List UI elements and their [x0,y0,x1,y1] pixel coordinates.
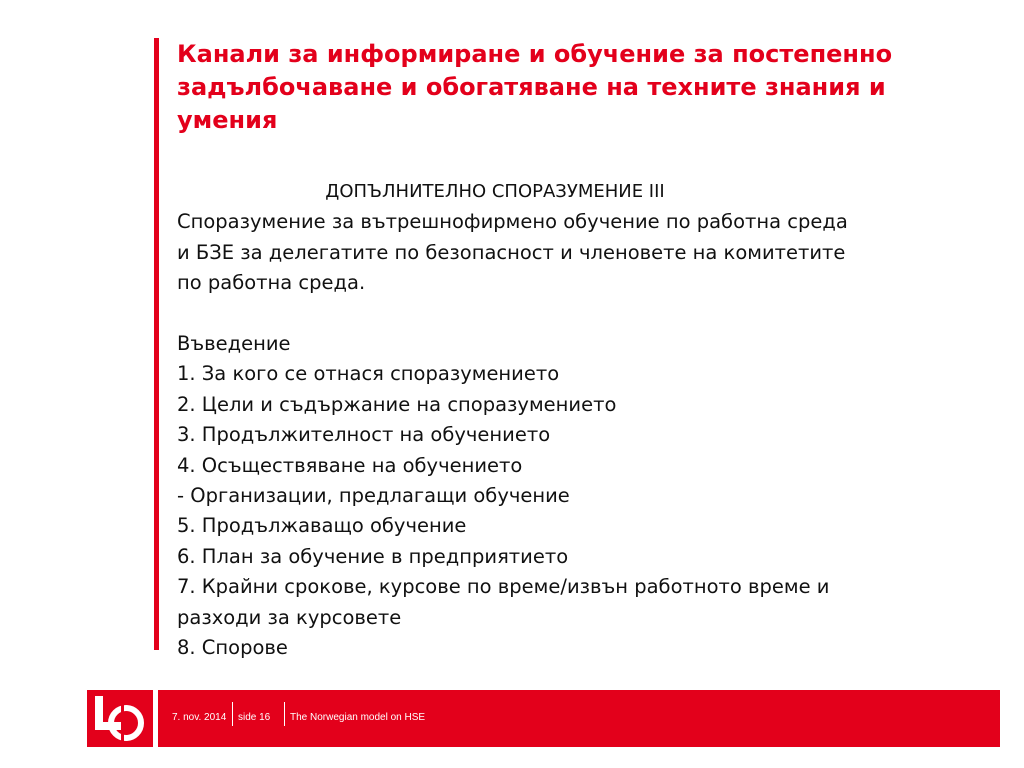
agreement-heading: ДОПЪЛНИТЕЛНО СПОРАЗУМЕНИЕ III [325,181,665,202]
list-item: Въведение [177,332,291,356]
footer-separator [232,702,233,726]
footer-band [158,690,1000,747]
list-item: 7. Крайни срокове, курсове по време/извън работното време и [177,575,830,599]
list-item: - Организации, предлагащи обучение [177,484,570,508]
list-item: 1. За кого се отнася споразумението [177,362,560,386]
list-item: разходи за курсовете [177,605,402,629]
list-item: 2. Цели и съдържание на споразумението [177,392,617,416]
footer-page: side 16 [238,712,271,723]
intro-line: Споразумение за вътрешнофирмено обучение по работна среда [177,210,848,234]
list-item: 8. Спорове [177,636,288,660]
intro-line: и БЗЕ за делегатите по безопасност и членовете на комитетите [177,240,846,264]
footer [0,690,1024,747]
accent-bar [154,38,159,650]
list-item: 4. Осъществяване на обучението [177,453,523,477]
lo-logo-icon [87,690,153,747]
list-item: 3. Продължителност на обучението [177,423,551,447]
spacer [177,299,977,329]
footer-caption: The Norwegian model on HSE [290,712,426,723]
footer-separator [284,702,285,726]
list-item: 5. Продължаващо обучение [177,514,467,538]
list-item: 6. План за обучение в предприятието [177,544,569,568]
slide-content [177,177,977,663]
slide-title: Канали за информиране и обучение за постепенно задълбочаване и обогатяване на техните знания и умения [177,40,893,134]
footer-date: 7. nov. 2014 [172,712,227,723]
intro-line: по работна среда. [177,271,366,295]
